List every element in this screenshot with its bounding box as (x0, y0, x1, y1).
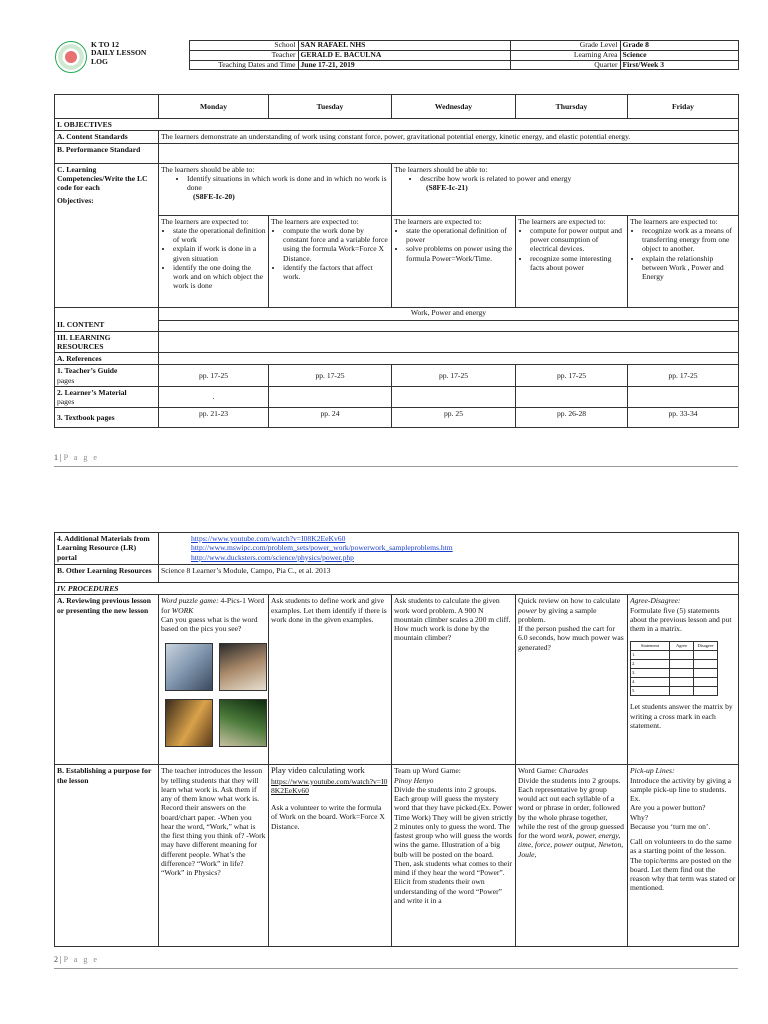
expected-thu-item: • compute for power output and power consumption of electrical devices. (530, 226, 625, 254)
expected-wed-item: • state the operational definition of power (406, 226, 513, 245)
reviewing-wed: Ask students to calculate the given work word problem. A 900 N mountain climber scales a 200 m cliff. How much work is done by the mountain climber? (392, 595, 516, 765)
reviewing-mon (159, 595, 269, 765)
agree-disagree-matrix (630, 641, 718, 696)
expected-mon-item: • state the operational definition of work (173, 226, 266, 245)
title-cell (89, 41, 189, 73)
tg-mon: pp. 17-25 (159, 365, 269, 387)
learners-material-sub: pages (57, 397, 75, 406)
school-label: School (189, 41, 298, 51)
establishing-fri-q2: Why? (630, 812, 649, 822)
reviewing-fri-title: Agree-Disagree: (630, 596, 681, 606)
page-break-rule (54, 466, 738, 467)
learners-material-label (55, 386, 159, 408)
expected-thu-intro: The learners are expected to: (518, 216, 606, 226)
expected-mon-item: • identify the one doing the work and on which object the work is done (173, 263, 266, 291)
establishing-fri-text3: The topic/terms are posted on the board. Let them find out the reason why that term was stated or mentioned. (630, 855, 736, 893)
matrix-header: Statement (631, 642, 670, 651)
performance-standard-label: B. Performance Standard (55, 143, 159, 163)
puzzle-picture-3 (165, 699, 213, 747)
procedures-heading: IV. PROCEDURES (55, 583, 739, 595)
video-link[interactable]: https://www.youtube.com/watch?v=I08K2EeKv60 (271, 776, 388, 795)
reviewing-mon-text: Can you guess what is the word based on the pics you see? (161, 614, 258, 633)
establishing-thu-words: work, power, energy, time, force, power output, Newton, Joule, (518, 831, 624, 859)
day-wednesday: Wednesday (392, 95, 516, 119)
mswipc-link[interactable]: http://www.mswipc.com/problem_sets/power_work/powerwork_sampleproblems.htm (191, 543, 453, 553)
establishing-thu (516, 765, 628, 947)
matrix-cell[interactable] (670, 660, 694, 669)
expected-tue-item: • identify the factors that affect work. (283, 263, 389, 282)
page1-number: 1 (54, 453, 58, 462)
dates-label: Teaching Dates and Time (189, 60, 298, 70)
content-cell (159, 307, 739, 331)
teacher-value: GERALD E. BACULNA (298, 50, 510, 60)
tb-mon: pp. 21-23 (159, 408, 269, 428)
establishing-thu-title: Word Game: (518, 766, 557, 776)
matrix-row: 3. (631, 669, 670, 678)
matrix-header: Disagree (694, 642, 718, 651)
establishing-fri-ex: Ex. (630, 794, 641, 803)
other-resources-label: B. Other Learning Resources (55, 565, 159, 583)
tb-thu: pp. 26-28 (516, 408, 628, 428)
lm-mon: . (159, 386, 269, 408)
reviewing-mon-title: Word puzzle game: (161, 596, 219, 606)
expected-wed-item: • solve problems on power using the formula Power=Work/Time. (406, 244, 513, 263)
teachers-guide-sub: pages (57, 375, 75, 385)
competencies-label (55, 163, 159, 307)
title-line-2: DAILY LESSON (91, 48, 147, 58)
establishing-thu-game: Charades (558, 766, 589, 776)
page1-word: P a g e (63, 453, 99, 462)
references-cell (159, 353, 739, 365)
expected-mon (159, 215, 269, 307)
competency-left-code: (S8FE-Ic-20) (193, 192, 235, 202)
area-label: Learning Area (510, 50, 620, 60)
tb-tue: pp. 24 (269, 408, 392, 428)
additional-links (159, 533, 739, 565)
other-resources-text: Science 8 Learner’s Module, Campo, Pia C., et al. 2013 (159, 565, 739, 583)
reviewing-tue: Ask students to define work and give examples. Let them identify if there is work done in the given examples. (269, 595, 392, 765)
puzzle-picture-2 (219, 643, 267, 691)
lm-fri (628, 386, 739, 408)
title-line-1: K TO 12 (91, 40, 119, 49)
page2-number: 2 (54, 955, 58, 964)
competency-left (159, 163, 392, 215)
additional-label: 4. Additional Materials from Learning Resource (LR) portal (55, 533, 159, 565)
grade-value: Grade 8 (620, 41, 738, 51)
establishing-wed-title: Team up Word Game: (394, 766, 461, 776)
content-label: II. CONTENT (55, 307, 159, 331)
reviewing-fri-after: Let students answer the matrix by writing a cross mark in each statement. (630, 702, 733, 730)
reviewing-fri (628, 595, 739, 765)
reviewing-thu (516, 595, 628, 765)
competency-left-intro: The learners should be able to: (161, 164, 255, 174)
teacher-label: Teacher (189, 50, 298, 60)
content-text: Work, Power and energy (159, 308, 738, 321)
matrix-cell[interactable] (694, 651, 718, 660)
lm-thu (516, 386, 628, 408)
lm-wed (392, 386, 516, 408)
tg-wed: pp. 17-25 (392, 365, 516, 387)
matrix-cell[interactable] (694, 678, 718, 687)
learners-material-title: 2. Learner’s Material (57, 387, 127, 397)
expected-fri-intro: The learners are expected to: (630, 216, 718, 226)
tg-fri: pp. 17-25 (628, 365, 739, 387)
matrix-cell[interactable] (694, 669, 718, 678)
reviewing-thu-power: power (518, 605, 537, 615)
day-monday: Monday (159, 95, 269, 119)
tg-tue: pp. 17-25 (269, 365, 392, 387)
establishing-wed-text: Divide the students into 2 groups. Each group will guess the mystery word that they have picked.(Ex. Power Time Work) They will be given strictly 2 minutes only to guess the word. The fastest group who will guess the words wins the game. Illustration of a big bulb will be posted on the board. Then, ask students what comes to their mind if they hear the word “Power”. Elicit from students their own understanding of the word “Power” and write it in a (394, 784, 513, 905)
expected-thu (516, 215, 628, 307)
competency-right-intro: The learners should be able to: (394, 164, 488, 174)
objectives-label: Objectives: (57, 196, 94, 206)
matrix-row: 1. (631, 651, 670, 660)
expected-fri (628, 215, 739, 307)
expected-tue-intro: The learners are expected to: (271, 216, 359, 226)
competencies-title: C. Learning Competencies/Write the LC code for each (57, 164, 148, 192)
objectives-heading: I. OBJECTIVES (55, 119, 739, 131)
competency-left-item: • Identify situations in which work is done and in which no work is done (187, 174, 389, 193)
references-label: A. References (55, 353, 159, 365)
tb-fri: pp. 33-34 (628, 408, 739, 428)
establishing-mon: The teacher introduces the lesson by telling students that they will learn what work is. Ask them if any of them know what work is. Record their answers on the board/chart paper. -When you hear the word, “Work,” what is the first thing you think of? -Work may have different meaning for different people. What’s the difference? “Work” in life? “Work” in Physics? (159, 765, 269, 947)
header-table (53, 40, 739, 73)
page2-word: P a g e (63, 955, 99, 964)
expected-mon-item: • explain if work is done in a given situation (173, 244, 266, 263)
page2-rule (54, 968, 738, 969)
matrix-row: 2. (631, 660, 670, 669)
expected-thu-item: • recognize some interesting facts about power (530, 254, 625, 273)
page2-sep: | (58, 955, 64, 964)
deped-seal-icon (55, 41, 87, 73)
day-friday: Friday (628, 95, 739, 119)
performance-standard-text (159, 143, 739, 163)
seal-cell (53, 41, 89, 73)
establishing-tue-text: Ask a volunteer to write the formula of Work on the board. Work=Force X Distance. (271, 803, 385, 831)
establishing-fri-text1: Introduce the activity by giving a sample pick-up line to students. (630, 775, 732, 794)
establishing-tue (269, 765, 392, 947)
reviewing-thu-pre: Quick review on how to calculate (518, 596, 621, 606)
matrix-cell[interactable] (670, 687, 694, 696)
area-value: Science (620, 50, 738, 60)
reviewing-thu-text: If the person pushed the cart for 6.0 seconds, how much power was generated? (518, 624, 624, 652)
youtube-link[interactable]: https://www.youtube.com/watch?v=I08K2EeKv60 (191, 534, 346, 543)
day-tuesday: Tuesday (269, 95, 392, 119)
days-corner (55, 95, 159, 119)
establishing-wed-game: Pinoy Henyo (394, 775, 434, 785)
tb-wed: pp. 25 (392, 408, 516, 428)
establishing-fri-title: Pick-up Lines: (630, 766, 675, 776)
page1-footer (54, 453, 99, 463)
content-standards-text: The learners demonstrate an understanding of work using constant force, power, gravitational potential energy, kinetic energy, and elastic potential energy. (159, 131, 739, 143)
establishing-label: B. Establishing a purpose for the lesson (55, 765, 159, 947)
ducksters-link[interactable]: http://www.ducksters.com/science/physics/power.php (191, 552, 354, 562)
expected-wed-intro: The learners are expected to: (394, 216, 482, 226)
matrix-row: 5. (631, 687, 670, 696)
resources-label: III. LEARNING RESOURCES (55, 331, 159, 353)
teachers-guide-title: 1. Teacher’s Guide (57, 366, 118, 376)
puzzle-picture-1 (165, 643, 213, 691)
reviewing-fri-text: Formulate five (5) statements about the previous lesson and put them in a matrix. (630, 605, 732, 633)
establishing-fri-q1: Are you a power button? (630, 803, 706, 813)
resources-cell (159, 331, 739, 353)
establishing-fri (628, 765, 739, 947)
establishing-fri-answer: Because you ‘turn me on’. (630, 821, 711, 831)
lesson-table-page2 (54, 532, 739, 947)
reviewing-label: A. Reviewing previous lesson or presenting the new lesson (55, 595, 159, 765)
matrix-cell[interactable] (670, 669, 694, 678)
quarter-label: Quarter (510, 60, 620, 70)
establishing-wed (392, 765, 516, 947)
puzzle-pictures (165, 643, 266, 747)
matrix-cell[interactable] (670, 651, 694, 660)
reviewing-mon-rest: 4-Pics-1 Word for (161, 596, 265, 615)
matrix-cell[interactable] (694, 660, 718, 669)
reviewing-thu-post: by giving a sample problem. (518, 605, 597, 624)
puzzle-picture-4 (219, 699, 267, 747)
teachers-guide-label (55, 365, 159, 387)
textbook-label: 3. Textbook pages (55, 408, 159, 428)
lm-tue (269, 386, 392, 408)
establishing-thu-text: Divide the students into 2 groups. Each representative by group would act out each syllable of a word or phrase in order, followed by the whole phrase together, while the rest of the group guessed for the word (518, 775, 624, 840)
dates-value: June 17-21, 2019 (298, 60, 510, 70)
matrix-header: Agree (670, 642, 694, 651)
page2-footer (54, 955, 99, 965)
expected-fri-item: • recognize work as a means of transferring energy from one object to another. (642, 226, 736, 254)
title-line-3: LOG (91, 56, 108, 66)
matrix-row: 4. (631, 678, 670, 687)
content-standards-label: A. Content Standards (55, 131, 159, 143)
expected-tue-item: • compute the work done by constant force and a variable force using the formula Work=Force X Distance. (283, 226, 389, 263)
establishing-fri-text2: Call on volunteers to do the same as a starting point of the lesson. (630, 837, 732, 856)
tg-thu: pp. 17-25 (516, 365, 628, 387)
lesson-table-page1 (54, 94, 739, 428)
grade-label: Grade Level (510, 41, 620, 51)
competency-right-item: • describe how work is related to power and energy (420, 174, 736, 183)
matrix-cell[interactable] (694, 687, 718, 696)
school-value: SAN RAFAEL NHS (298, 41, 510, 51)
expected-tue (269, 215, 392, 307)
page1-sep: | (58, 453, 64, 462)
expected-fri-item: • explain the relationship between Work , Power and Energy (642, 254, 736, 282)
expected-mon-intro: The learners are expected to: (161, 216, 249, 226)
reviewing-mon-work: WORK (171, 605, 194, 615)
competency-right-code: (S8FE-Ic-21) (426, 183, 468, 192)
establishing-tue-play: Play video calculating work (271, 766, 365, 776)
expected-wed (392, 215, 516, 307)
day-thursday: Thursday (516, 95, 628, 119)
quarter-value: First/Week 3 (620, 60, 738, 70)
competency-right (392, 163, 739, 215)
matrix-cell[interactable] (670, 678, 694, 687)
